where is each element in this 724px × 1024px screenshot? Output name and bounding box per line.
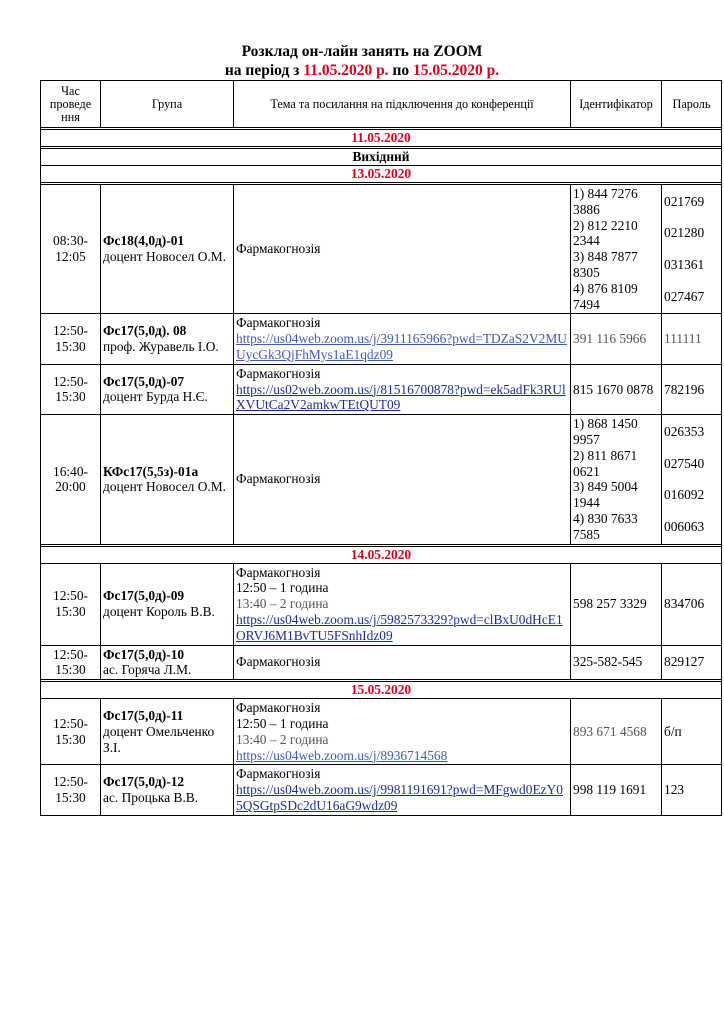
group-cell bbox=[101, 563, 234, 645]
zoom-link[interactable]: https://us04web.zoom.us/j/9981191691?pwd=MFgwd0EzY05QSGtpSDc2dU16aG9wdz09 bbox=[236, 782, 563, 813]
header-topic: Тема та посилання на підключення до конференції bbox=[234, 81, 571, 128]
date-label: 14.05.2020 bbox=[41, 546, 722, 563]
table-row bbox=[41, 645, 722, 680]
date-row-3 bbox=[41, 546, 722, 563]
header-id: Ідентифікатор bbox=[571, 81, 662, 128]
time-cell: 12:50- 15:30 bbox=[41, 645, 101, 680]
password-cell: б/п bbox=[662, 699, 722, 765]
time-cell: 08:30- 12:05 bbox=[41, 185, 101, 314]
zoom-link[interactable]: https://us04web.zoom.us/j/5982573329?pwd=clBxU0dHcE1ORVJ6M1BvTU5FSnhIdz09 bbox=[236, 611, 563, 643]
meeting-id: 4) 876 8109 7494 bbox=[573, 280, 638, 312]
zoom-link[interactable]: https://us04web.zoom.us/j/8936714568 bbox=[236, 747, 448, 763]
zoom-link[interactable]: https://us02web.zoom.us/j/81516700878?pwd=ek5adFk3RUlXVUtCa2V2amkwTEtQUT09 bbox=[236, 381, 566, 413]
topic-cell: Фармакогнозія bbox=[234, 415, 571, 544]
hour-2: 13:40 – 2 година bbox=[236, 731, 329, 747]
teacher-name: ас. Процька В.В. bbox=[103, 789, 199, 805]
teacher-name: доцент Новосел О.М. bbox=[103, 249, 226, 265]
teacher-name: доцент Бурда Н.Є. bbox=[103, 389, 208, 405]
meeting-password: 026353 bbox=[664, 424, 705, 440]
teacher-name: ас. Горяча Л.М. bbox=[103, 662, 192, 678]
title-line-1: Розклад он-лайн занять на ZOOM bbox=[241, 43, 483, 60]
id-cell bbox=[571, 415, 662, 544]
group-cell bbox=[101, 314, 234, 364]
meeting-id: 1) 868 1450 9957 bbox=[573, 416, 638, 447]
table-row bbox=[41, 364, 722, 414]
id-cell: 815 1670 0878 bbox=[571, 364, 662, 414]
topic-title: Фармакогнозія bbox=[236, 564, 321, 580]
group-code: Фс18(4,0д)-01 bbox=[103, 233, 185, 249]
title-prefix: на період з bbox=[224, 62, 300, 79]
meeting-password: 006063 bbox=[664, 518, 705, 534]
id-cell: 998 119 1691 bbox=[571, 765, 662, 815]
schedule-table bbox=[40, 80, 722, 816]
hour-1: 12:50 – 1 година bbox=[236, 580, 329, 596]
id-cell: 893 671 4568 bbox=[571, 699, 662, 765]
header-row bbox=[41, 81, 722, 128]
table-row bbox=[41, 563, 722, 645]
topic-cell bbox=[234, 699, 571, 765]
id-cell: 325-582-545 bbox=[571, 645, 662, 680]
group-code: Фс17(5,0д)-11 bbox=[103, 708, 184, 723]
topic-cell bbox=[234, 563, 571, 645]
topic-cell bbox=[234, 314, 571, 364]
header-password: Пароль bbox=[662, 81, 722, 128]
group-cell bbox=[101, 645, 234, 680]
id-cell: 598 257 3329 bbox=[571, 563, 662, 645]
date-label: 15.05.2020 bbox=[41, 682, 722, 699]
meeting-password: 027467 bbox=[664, 288, 705, 304]
meeting-id: 2) 811 8671 0621 bbox=[573, 447, 638, 479]
group-cell bbox=[101, 765, 234, 815]
group-cell bbox=[101, 185, 234, 314]
zoom-link[interactable]: https://us04web.zoom.us/j/3911165966?pwd=TDZaS2V2MUUycGk3QjFhMys1aE1qdz09 bbox=[236, 331, 567, 362]
meeting-id: 4) 830 7633 7585 bbox=[573, 510, 638, 542]
time-cell: 12:50- 15:30 bbox=[41, 314, 101, 364]
table-row bbox=[41, 185, 722, 314]
group-cell bbox=[101, 415, 234, 544]
id-cell: 391 116 5966 bbox=[571, 314, 662, 364]
group-code: Фс17(5,0д)-07 bbox=[103, 373, 185, 389]
meeting-password: 016092 bbox=[664, 487, 705, 503]
hour-1: 12:50 – 1 година bbox=[236, 715, 329, 731]
time-cell: 12:50- 15:30 bbox=[41, 563, 101, 645]
date-row-2 bbox=[41, 166, 722, 183]
teacher-name: доцент Омельченко З.І. bbox=[103, 723, 215, 755]
hour-2: 13:40 – 2 година bbox=[236, 596, 329, 612]
password-cell bbox=[662, 185, 722, 314]
group-code: Фс17(5,0д). 08 bbox=[103, 323, 187, 339]
password-cell: 111111 bbox=[662, 314, 722, 364]
meeting-password: 021769 bbox=[664, 193, 705, 209]
title-line-2 bbox=[0, 61, 724, 80]
document-title bbox=[0, 42, 724, 80]
meeting-password: 027540 bbox=[664, 455, 705, 471]
password-cell: 782196 bbox=[662, 364, 722, 414]
time-cell: 16:40- 20:00 bbox=[41, 415, 101, 544]
meeting-password: 031361 bbox=[664, 257, 705, 273]
topic-title: Фармакогнозія bbox=[236, 700, 321, 716]
topic-cell: Фармакогнозія bbox=[234, 185, 571, 314]
group-cell bbox=[101, 364, 234, 414]
title-date-from: 11.05.2020 р. bbox=[303, 62, 389, 79]
topic-cell bbox=[234, 765, 571, 815]
time-cell: 12:50- 15:30 bbox=[41, 364, 101, 414]
meeting-id: 2) 812 2210 2344 bbox=[573, 217, 638, 249]
date-label: 13.05.2020 bbox=[41, 166, 722, 183]
date-row-1 bbox=[41, 130, 722, 147]
date-label: 11.05.2020 bbox=[41, 130, 722, 147]
group-cell bbox=[101, 699, 234, 765]
meeting-id: 3) 849 5004 1944 bbox=[573, 479, 638, 511]
header-time: Час проведе ння bbox=[41, 81, 101, 128]
password-cell: 834706 bbox=[662, 563, 722, 645]
password-cell bbox=[662, 415, 722, 544]
header-group: Група bbox=[101, 81, 234, 128]
meeting-password: 021280 bbox=[664, 225, 705, 241]
group-code: КФс17(5,5з)-01а bbox=[103, 463, 199, 479]
password-cell: 123 bbox=[662, 765, 722, 815]
password-cell: 829127 bbox=[662, 645, 722, 680]
group-code: Фс17(5,0д)-12 bbox=[103, 774, 185, 790]
title-mid: по bbox=[392, 62, 410, 79]
group-code: Фс17(5,0д)-10 bbox=[103, 646, 185, 662]
day-off-row bbox=[41, 149, 722, 166]
time-cell: 12:50- 15:30 bbox=[41, 765, 101, 815]
topic-title: Фармакогнозія bbox=[236, 365, 321, 381]
teacher-name: проф. Журавель І.О. bbox=[103, 339, 219, 355]
time-cell: 12:50- 15:30 bbox=[41, 699, 101, 765]
group-code: Фс17(5,0д)-09 bbox=[103, 588, 185, 604]
meeting-id: 1) 844 7276 3886 bbox=[573, 186, 638, 217]
table-row bbox=[41, 699, 722, 765]
topic-cell bbox=[234, 364, 571, 414]
teacher-name: доцент Король В.В. bbox=[103, 604, 215, 620]
topic-cell: Фармакогнозія bbox=[234, 645, 571, 680]
table-row bbox=[41, 765, 722, 815]
table-row bbox=[41, 415, 722, 544]
table-row bbox=[41, 314, 722, 364]
title-date-to: 15.05.2020 р. bbox=[413, 62, 500, 79]
date-row-4 bbox=[41, 682, 722, 699]
topic-title: Фармакогнозія bbox=[236, 766, 321, 782]
day-off-label: Вихідний bbox=[41, 149, 722, 166]
meeting-id: 3) 848 7877 8305 bbox=[573, 249, 638, 280]
topic-title: Фармакогнозія bbox=[236, 315, 321, 331]
teacher-name: доцент Новосел О.М. bbox=[103, 479, 226, 495]
id-cell bbox=[571, 185, 662, 314]
